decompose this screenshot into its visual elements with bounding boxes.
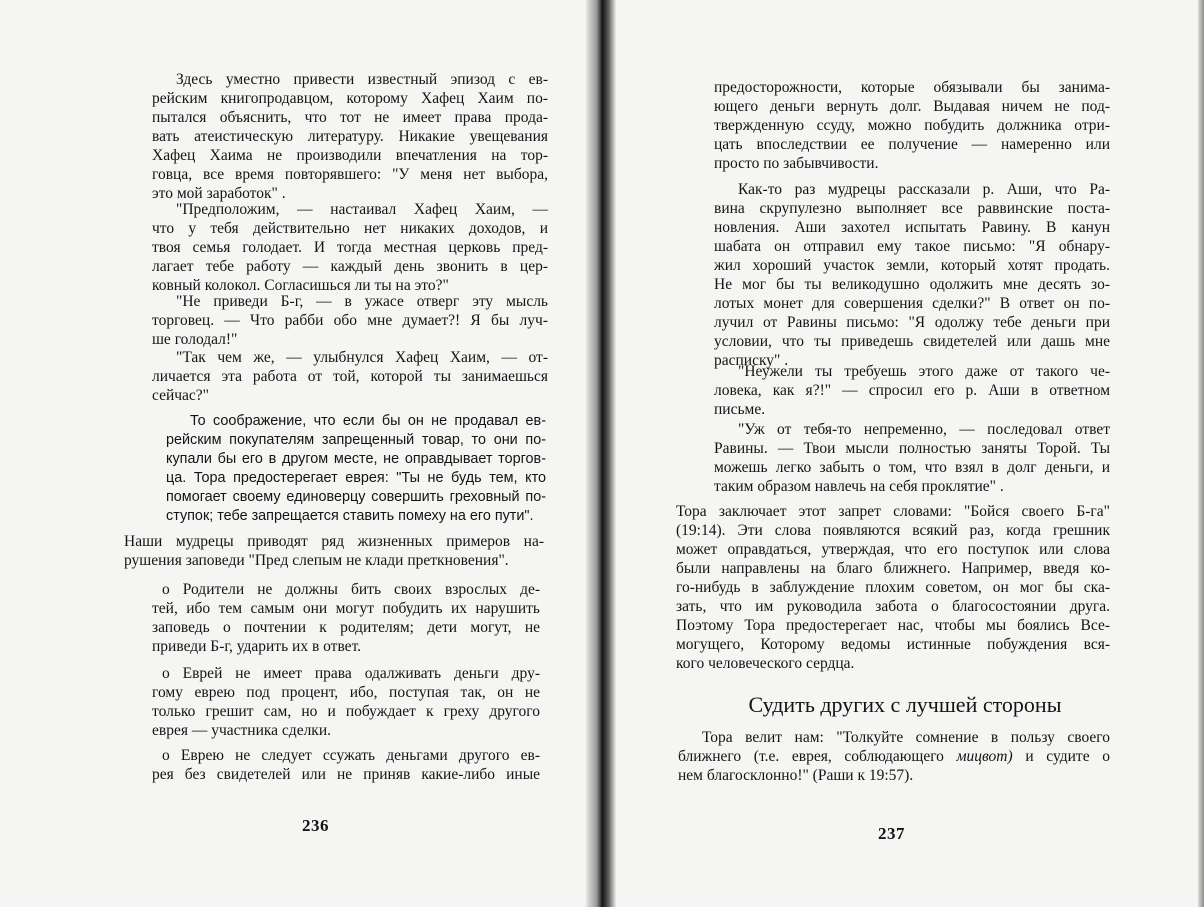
text-line: помогает своему единоверцу совершить греховный по- [166,489,546,505]
text-line: То соображение, что если бы он не продавал ев- [190,413,546,429]
text-line: лагает тебе работу — каждый день звонить в цер- [152,258,548,275]
list-item-interest [152,664,540,740]
paragraph-fear-of-god [676,502,1110,673]
paragraph-god-forbid [152,292,548,349]
text-line: это мой заработок" . [152,185,286,202]
text-line: шабата он отправил ему такое письмо: "Я обнару- [714,238,1110,255]
text-line: лотых монет для совершения сделки?" В ответ он по- [714,295,1110,312]
text-line: еврея — участника сделки. [152,722,332,739]
paragraph-even-from-me [714,362,1110,419]
text-line: о Еврею не следует ссужать деньгами другого ев- [162,747,540,764]
text-line: были направлены на благо ближнего. Например, введя ко- [676,560,1110,577]
text-line: Здесь уместно привести известный эпизод с ев- [176,71,548,88]
text-line: ше голодал!" [152,331,238,348]
text-line: приведи Б-г, ударить их в ответ. [152,638,362,655]
text-line: "Предположим, — настаивал Хафец Хаим, — [176,201,548,218]
text-line: рушения заповеди "Пред слепым не клади преткновения". [124,552,509,569]
italic-term: мицвот) [956,748,1013,765]
text-line: Тора велит нам: "Толкуйте сомнение в пользу своего [702,729,1110,746]
text-line [678,747,1110,766]
text-line: гому еврею под процент, ибо, поступая так, он не [152,684,540,701]
text-line: кого человеческого сердца. [676,655,855,672]
text-fragment: и судите о [1012,748,1110,765]
text-line: ковный колокол. Согласишься ли ты на это?" [152,277,449,294]
text-line: "Так чем же, — улыбнулся Хафец Хаим, — от- [176,349,548,366]
book-gutter [586,0,616,907]
text-line: может оправдаться, утверждая, что его поступок или слова [676,541,1110,558]
text-line: заповедь о почтении к родителям; дети могут, не [152,619,540,636]
text-line: письме. [714,401,766,418]
text-fragment: ближнего (т.е. еврея, соблюдающего [678,748,957,765]
text-line: жил хороший участок земли, который хотят продать. [714,257,1110,274]
text-line: предосторожности, которые обязывали бы занима- [714,79,1110,96]
text-line: Хафец Хаима не производили впечатления на тор- [152,147,548,164]
list-item-loan-witnesses [152,746,540,784]
text-line: Равины. — Твои мысли полностью заняты Торой. Ты [714,440,1110,457]
text-line: вать атеистическую литературу. Никакие увещевания [152,128,548,145]
text-line: ющего деньги вернуть долг. Выдавая ничем не под- [714,98,1110,115]
text-line: твержденную ссуду, можно побудить должника отри- [714,117,1110,134]
text-line: Тора заключает этот запрет словами: "Бойся своего Б-га" [676,503,1110,520]
paragraph-torah-warns [166,412,546,526]
paragraph-bookseller-episode [152,70,548,203]
text-line: "Неужели ты требуешь этого даже от такого че- [738,363,1110,380]
text-line: вина скрупулезно выполняет все раввинские поста- [714,200,1110,217]
text-line: купали бы его в другом месте, не оправдывает торгов- [166,451,546,467]
text-line: Поэтому Тора предостерегает нас, чтобы мы боялись Все- [676,617,1110,634]
text-line: нем благосклонно!" (Раши к 19:57). [678,767,914,784]
paragraph-rav-ashi-story [714,180,1110,370]
paragraph-precautions [714,78,1110,173]
paragraph-ravina-answer [714,420,1110,496]
text-line: говца, все время повторявшего: "У меня нет выбора, [152,166,548,183]
text-line: о Еврей не имеет права одалживать деньги дру- [162,665,540,682]
text-line: могущего, Которому ведомы истинные побуждения вся- [676,636,1110,653]
section-heading: Судить других с лучшей стороны [748,692,1062,717]
text-line: о Родители не должны бить своих взрослых де- [162,581,540,598]
paragraph-suppose [152,200,548,295]
text-line: рея без свидетелей или не приняв какие-либо иные [152,766,540,783]
text-line: Не мог бы ты великодушно одолжить мне десять зо- [714,276,1110,293]
text-line: рейским книгопродавцом, которому Хафец Хаим по- [152,90,548,107]
paragraph-judge-favorably [678,728,1110,785]
text-line: сейчас?" [152,387,210,404]
text-line: Наши мудрецы приводят ряд жизненных примеров на- [124,533,544,550]
text-line: расписку" . [714,352,789,369]
text-line: можешь легко забыть о том, что взял в долг деньги, и [714,459,1110,476]
text-line: ца. Тора предостерегает еврея: "Ты не будь тем, кто [166,470,546,486]
text-line: личается эта работа от той, которой ты занимаешься [152,368,548,385]
page-number-right: 237 [878,824,905,843]
text-line: что у тебя действительно нет никаких доходов, и [152,220,548,237]
text-line: цать впоследствии ее получение — намеренно или [714,136,1110,153]
text-line: "Уж от тебя-то непременно, — последовал ответ [738,421,1110,438]
left-page [0,0,586,907]
text-line: тей, ибо тем самым они могут побудить их нарушить [152,600,540,617]
page-edge [1198,0,1204,907]
text-line: условии, что ты приведешь свидетелей или дашь мне [714,333,1110,350]
text-line: пытался объяснить, что тот не имеет права прода- [152,109,548,126]
list-item-parents [152,580,540,656]
text-line: лучил от Равины письмо: "Я одолжу тебе деньги при [714,314,1110,331]
text-line: ловека, как я?!" — спросил его р. Аши в ответном [714,382,1110,399]
text-line: ступок; тебе запрещается ставить помеху на его пути". [166,508,534,524]
text-line: зать, что им руководила забота о благосостоянии друга. [676,598,1110,615]
text-line: (19:14). Эти слова появляются всякий раз, когда грешник [676,522,1110,539]
text-line: торговец. — Что рабби обо мне думает?! Я бы луч- [152,312,548,329]
text-line: просто по забывчивости. [714,155,879,172]
text-line: "Не приведи Б-г, — в ужасе отверг эту мысль [176,293,548,310]
text-line: твоя семья голодает. И тогда местная церковь пред- [152,239,548,256]
paragraph-sages-examples [124,532,544,570]
text-line: го-нибудь в заблуждение плохим советом, он мог бы ска- [676,579,1110,596]
page-number-left: 236 [302,816,329,835]
text-line: Как-то раз мудрецы рассказали р. Аши, что Ра- [738,181,1110,198]
text-line: новления. Аши захотел испытать Равину. В канун [714,219,1110,236]
text-line: рейским покупателям запрещенный товар, то они по- [166,432,546,448]
paragraph-difference [152,348,548,405]
text-line: только грешит сам, но и побуждает к греху другого [152,703,540,720]
text-line: таким образом навлечь на себя проклятие" . [714,478,1004,495]
